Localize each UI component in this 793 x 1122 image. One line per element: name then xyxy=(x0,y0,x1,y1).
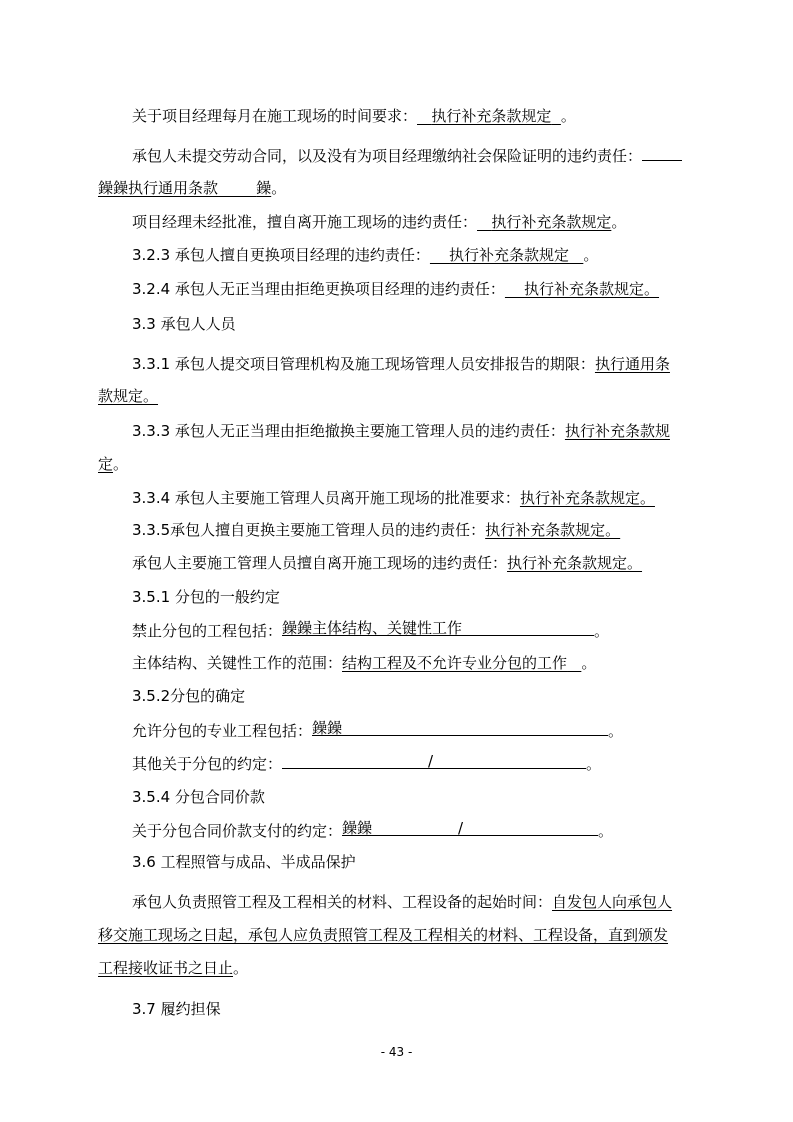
filled-value: 执行补充条款规定 xyxy=(449,246,570,264)
clause-3-2-3: 3.2.3 承包人擅自更换项目经理的违约责任： 执行补充条款规定 。 xyxy=(132,246,599,264)
clause-3-5-2: 3.5.2分包的确定 xyxy=(132,687,246,705)
paragraph-care-cont-1 xyxy=(98,925,706,945)
clause-3-3-5: 3.3.5承包人擅自更换主要施工管理人员的违约责任：执行补充条款规定。 xyxy=(132,521,621,539)
clause-3-2-4: 3.2.4 承包人无正当理由拒绝更换项目经理的违约责任： 执行补充条款规定。 xyxy=(132,280,660,298)
filled-value: 执行通用条 xyxy=(594,355,670,373)
filled-value: 工程接收证书之日止 xyxy=(98,959,234,977)
section-3-6: 3.6 工程照管与成品、半成品保护 xyxy=(132,853,356,871)
filled-value: 执行补充条款规定。 xyxy=(485,521,621,539)
clause-3-3-1-cont xyxy=(98,386,718,406)
filled-value: 移交施工现场之日起，承包人应负责照管工程及工程相关的材料、工程设备，直到颁发 xyxy=(98,926,669,944)
paragraph-other-subcontract: 其他关于分包的约定： / 。 xyxy=(132,752,602,773)
clause-3-3-4: 3.3.4 承包人主要施工管理人员离开施工现场的批准要求：执行补充条款规定。 xyxy=(132,489,655,507)
filled-value: 自发包人向承包人 xyxy=(552,893,673,911)
blank-line xyxy=(642,145,682,161)
paragraph-prohibited-subcontract: 禁止分包的工程包括： 鐰鐰主体结构、关键性工作 。 xyxy=(132,619,610,640)
clause-3-3-3: 3.3.3 承包人无正当理由拒绝撤换主要施工管理人员的违约责任：执行补充条款规 xyxy=(132,422,670,440)
filled-value: 款规定。 xyxy=(98,387,159,405)
filled-value: 结构工程及不允许专业分包的工作 xyxy=(342,654,568,672)
paragraph-labor-contract: 承包人未提交劳动合同，以及没有为项目经理缴纳社会保险证明的违约责任： xyxy=(132,145,722,166)
section-3-3: 3.3 承包人人员 xyxy=(132,315,236,333)
clause-3-5-4: 3.5.4 分包合同价款 xyxy=(132,788,265,806)
filled-value: / xyxy=(282,753,586,769)
filled-value: 鐰鐰执行通用条款 鐰 xyxy=(98,179,272,197)
filled-value: 鐰鐰 / xyxy=(342,820,598,836)
filled-value: 执行补充条款规定。 xyxy=(524,280,660,298)
filled-value: 执行补充条款规定。 xyxy=(519,489,655,507)
paragraph-pm-time: 关于项目经理每月在施工现场的时间要求： 执行补充条款规定 。 xyxy=(132,107,576,125)
filled-value: 定 xyxy=(98,455,114,473)
filled-value: 执行补充条款规定 xyxy=(491,213,612,231)
filled-value: 执行补充条款规 xyxy=(564,422,670,440)
paragraph-pm-leave: 项目经理未经批准，擅自离开施工现场的违约责任： 执行补充条款规定。 xyxy=(132,213,627,231)
clause-3-3-1: 3.3.1 承包人提交项目管理机构及施工现场管理人员安排报告的期限：执行通用条 xyxy=(132,355,670,373)
paragraph-care-start: 承包人负责照管工程及工程相关的材料、工程设备的起始时间：自发包人向承包人 xyxy=(132,893,673,911)
filled-value: 执行补充条款规定。 xyxy=(507,554,643,572)
filled-value: 执行补充条款规定 xyxy=(431,107,552,125)
clause-3-5-1: 3.5.1 分包的一般约定 xyxy=(132,588,280,606)
paragraph-care-cont-2: 工程接收证书之日止。 xyxy=(98,959,249,977)
paragraph-staff-leave: 承包人主要施工管理人员擅自离开施工现场的违约责任：执行补充条款规定。 xyxy=(132,554,643,572)
paragraph-allowed-subcontract: 允许分包的专业工程包括： 鐰鐰 。 xyxy=(132,719,624,740)
filled-value: 鐰鐰 xyxy=(312,720,608,736)
paragraph-labor-contract-cont: 鐰鐰执行通用条款 鐰。 xyxy=(98,179,287,197)
clause-3-3-3-cont: 定。 xyxy=(98,455,129,473)
page-number: - 43 - xyxy=(380,1045,413,1059)
section-3-7: 3.7 履约担保 xyxy=(132,1000,221,1018)
paragraph-subcontract-payment: 关于分包合同价款支付的约定： 鐰鐰 / 。 xyxy=(132,819,614,840)
filled-value: 鐰鐰主体结构、关键性工作 xyxy=(282,620,594,636)
paragraph-scope: 主体结构、关键性工作的范围：结构工程及不允许专业分包的工作 。 xyxy=(132,654,597,672)
